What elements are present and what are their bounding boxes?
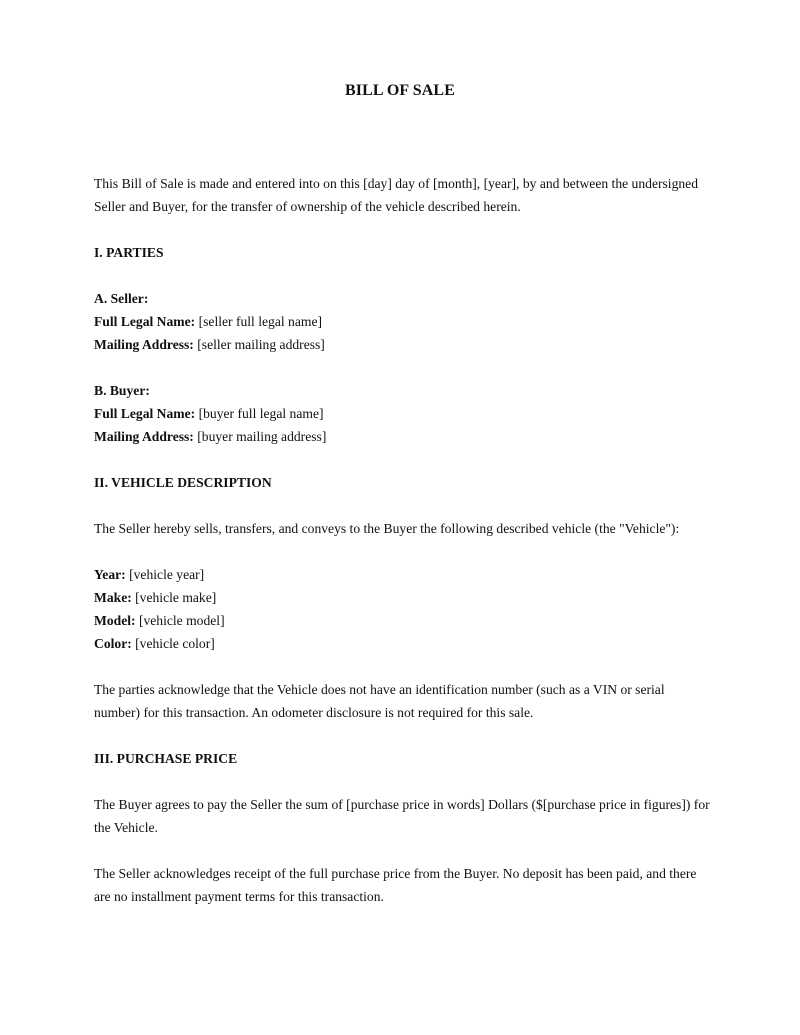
buyer-label: B. Buyer: — [94, 383, 150, 398]
vehicle-make-label: Make: — [94, 590, 132, 605]
vehicle-year-line — [94, 563, 714, 586]
seller-address-label: Mailing Address: — [94, 337, 194, 352]
seller-name-line — [94, 310, 714, 333]
vehicle-intro-paragraph: The Seller hereby sells, transfers, and conveys to the Buyer the following described vehicle (the "Vehicle"): — [94, 521, 680, 536]
buyer-address-label: Mailing Address: — [94, 429, 194, 444]
vehicle-year-label: Year: — [94, 567, 126, 582]
section-heading-vehicle: II. VEHICLE DESCRIPTION — [94, 475, 272, 490]
seller-address-line — [94, 333, 714, 356]
buyer-address-line — [94, 425, 714, 448]
vehicle-make-value: [vehicle make] — [135, 590, 217, 605]
section-heading-parties: I. PARTIES — [94, 245, 164, 260]
vehicle-note-paragraph: The parties acknowledge that the Vehicle does not have an identification number (such as a VIN or serial number) for this transaction. An odometer disclosure is not required for this sale. — [94, 682, 665, 720]
vehicle-model-value: [vehicle model] — [138, 613, 225, 628]
document-body — [94, 172, 714, 908]
vehicle-color-label: Color: — [94, 636, 132, 651]
section-heading-price: III. PURCHASE PRICE — [94, 751, 238, 766]
price-paragraph-2: The Seller acknowledges receipt of the full purchase price from the Buyer. No deposit has been paid, and there are no installment payment terms for this transaction. — [94, 866, 697, 904]
seller-name-label: Full Legal Name: — [94, 314, 196, 329]
document-title: BILL OF SALE — [345, 82, 455, 99]
vehicle-model-label: Model: — [94, 613, 136, 628]
seller-name-value: [seller full legal name] — [198, 314, 323, 329]
seller-label: A. Seller: — [94, 291, 149, 306]
vehicle-color-value: [vehicle color] — [135, 636, 215, 651]
vehicle-model-line — [94, 609, 714, 632]
buyer-name-label: Full Legal Name: — [94, 406, 196, 421]
intro-paragraph: This Bill of Sale is made and entered into on this [day] day of [month], [year], by and between the undersigned Seller and Buyer, for the transfer of ownership of the vehicle described herein. — [94, 176, 698, 214]
buyer-address-value: [buyer mailing address] — [197, 429, 327, 444]
price-paragraph-1: The Buyer agrees to pay the Seller the sum of [purchase price in words] Dollars ($[purchase price in figures]) for the Vehicle. — [94, 797, 710, 835]
buyer-name-line — [94, 402, 714, 425]
vehicle-year-value: [vehicle year] — [129, 567, 205, 582]
vehicle-make-line — [94, 586, 714, 609]
seller-address-value: [seller mailing address] — [197, 337, 325, 352]
vehicle-color-line — [94, 632, 714, 655]
buyer-name-value: [buyer full legal name] — [198, 406, 324, 421]
